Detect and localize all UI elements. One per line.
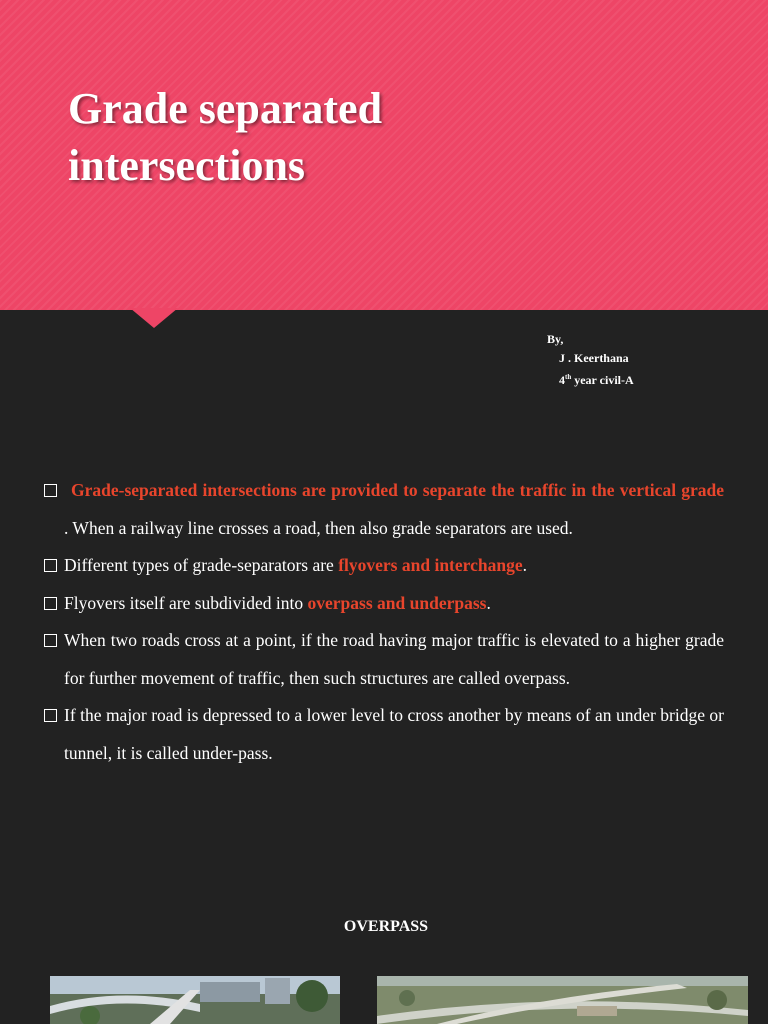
checkbox-bullet-icon: [44, 484, 57, 497]
slide-title: [68, 80, 668, 194]
overpass-photo-left: [50, 976, 340, 1024]
checkbox-bullet-icon: [44, 559, 57, 572]
overpass-photo-right-graphic: [377, 976, 748, 1024]
bullet-text: Flyovers itself are subdivided into: [64, 592, 308, 613]
bullet-item: [44, 472, 724, 547]
banner-notch: [130, 308, 178, 328]
bullet-text: When two roads cross at a point, if the road having major traffic is elevated to a higher grade for further movement of traffic, then such structures are called overpass.: [64, 630, 724, 688]
bullet-text: . When a railway line crosses a road, then also grade separators are used.: [64, 517, 573, 538]
bullet-highlight: overpass and underpass: [307, 592, 487, 613]
overpass-photo-left-graphic: [50, 976, 340, 1024]
bullet-item: [44, 697, 724, 772]
checkbox-bullet-icon: [44, 634, 57, 647]
bullet-text-end: .: [522, 555, 527, 575]
bullet-item: [44, 547, 724, 585]
author-by: By,: [547, 332, 564, 346]
author-name: J . Keerthana: [559, 351, 629, 365]
slide-title-line-1: Grade separated: [68, 84, 383, 133]
slide-title-line-2: intersections: [68, 141, 306, 190]
bullet-item: [44, 622, 724, 697]
author-year-number: 4: [559, 373, 565, 387]
author-block: [547, 330, 634, 390]
title-banner: [0, 0, 768, 310]
bullet-text: If the major road is depressed to a lower level to cross another by means of an under bridge or tunnel, it is called under-pass.: [64, 705, 724, 763]
bullet-item: [44, 585, 724, 623]
author-year-class: year civil-A: [571, 373, 634, 387]
checkbox-bullet-icon: [44, 709, 57, 722]
checkbox-bullet-icon: [44, 597, 57, 610]
bullet-highlight: Grade-separated intersections are provided to separate the traffic in the vertical grade: [71, 480, 724, 500]
bullet-highlight: flyovers and interchange: [338, 555, 523, 575]
bullet-text: Different types of grade-separators are: [64, 555, 339, 575]
image-caption: OVERPASS: [343, 918, 429, 935]
overpass-photo-right: [377, 976, 748, 1024]
bullet-text-end: .: [486, 592, 491, 613]
author-year: [547, 368, 634, 390]
bullet-list: [44, 472, 724, 772]
author-year-suffix: th: [565, 373, 572, 381]
